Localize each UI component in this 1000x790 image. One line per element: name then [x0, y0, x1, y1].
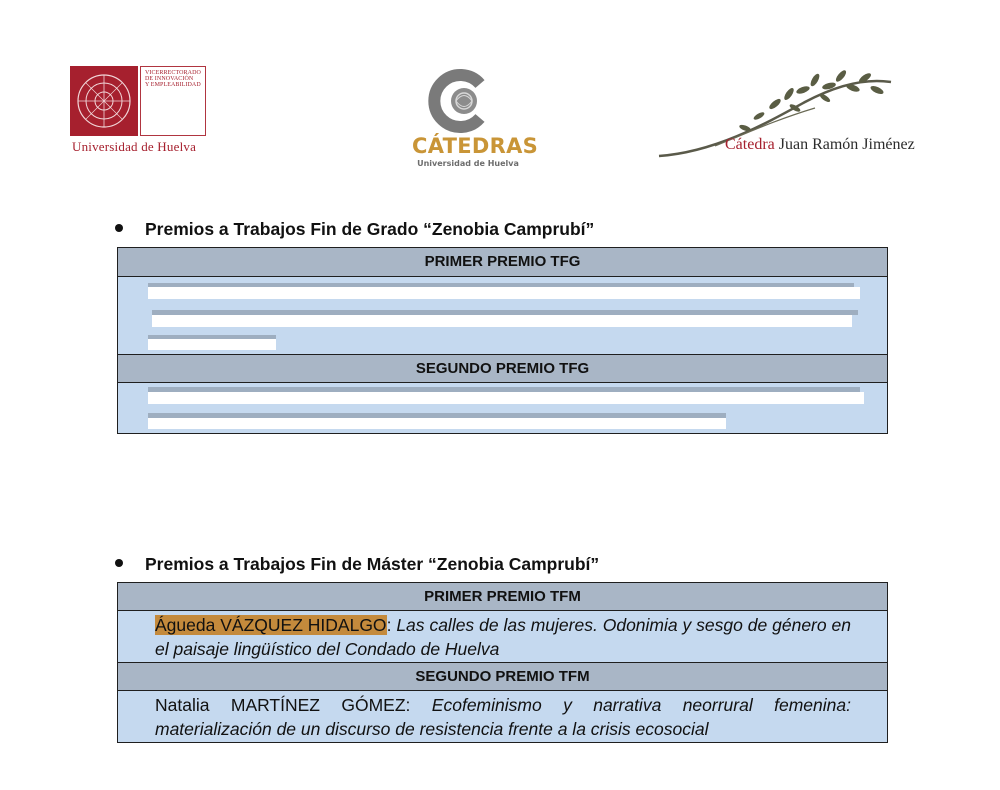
tfg-section-heading — [115, 219, 594, 240]
tfg-heading-text: Premios a Trabajos Fin de Grado “Zenobia Camprubí” — [145, 219, 595, 239]
tfg-second-prize-entry-redacted — [118, 383, 887, 433]
tfm-section-heading — [115, 554, 599, 575]
redaction-bar — [148, 339, 276, 350]
university-seal-icon — [70, 66, 138, 136]
redaction-bar — [148, 418, 726, 429]
university-name: Universidad de Huelva — [72, 139, 197, 154]
bullet-icon — [115, 559, 123, 567]
universidad-huelva-logo — [70, 66, 215, 158]
second-prize-author: Natalia MARTÍNEZ GÓMEZ: — [155, 695, 411, 715]
tfg-second-prize-header: SEGUNDO PREMIO TFG — [118, 355, 887, 383]
first-prize-work-title: Las calles de las mujeres. Odonimia y sesgo de género en el paisaje lingüístico del Condado de Huelva — [155, 615, 851, 659]
tfg-awards-table — [117, 247, 888, 434]
tfm-awards-table — [117, 582, 888, 743]
tfm-first-prize-header: PRIMER PREMIO TFM — [118, 583, 887, 611]
vicerrectorado-line: DE INNOVACIÓN — [145, 76, 194, 82]
catedra-word: Cátedra — [725, 136, 775, 153]
first-prize-author: Águeda VÁZQUEZ HIDALGO — [155, 615, 387, 635]
vicerrectorado-line: Y EMPLEABILIDAD — [145, 82, 201, 88]
catedra-jrj-name — [725, 136, 915, 154]
catedra-jrj-logo — [655, 64, 915, 164]
vicerrectorado-line: VICERRECTORADO — [145, 70, 201, 76]
tfm-first-prize-entry: Águeda VÁZQUEZ HIDALGO: Las calles de las mujeres. Odonimia y sesgo de género en el paisaje lingüístico del Condado de Huelva — [118, 611, 887, 663]
redaction-bar — [148, 392, 864, 404]
tfm-heading-text: Premios a Trabajos Fin de Máster “Zenobia Camprubí” — [145, 554, 600, 574]
tfm-second-prize-header: SEGUNDO PREMIO TFM — [118, 663, 887, 691]
tfm-second-prize-entry — [118, 691, 887, 742]
bullet-icon — [115, 224, 123, 232]
catedras-emblem-icon — [426, 66, 496, 136]
redaction-bar — [152, 315, 852, 327]
second-prize-work-title: Ecofeminismo y narrativa neorrural femenina: materialización de un discurso de resistencia frente a la crisis ecosocial — [155, 695, 851, 739]
tfg-first-prize-entry-redacted — [118, 277, 887, 355]
redaction-bar — [148, 287, 860, 299]
jrj-name: Juan Ramón Jiménez — [778, 136, 915, 153]
vicerrectorado-label — [140, 66, 206, 136]
tfg-first-prize-header: PRIMER PREMIO TFG — [118, 248, 887, 277]
catedras-logo — [412, 66, 539, 168]
catedras-title: CÁTEDRAS — [412, 134, 539, 158]
catedras-subtitle: Universidad de Huelva — [417, 159, 519, 168]
